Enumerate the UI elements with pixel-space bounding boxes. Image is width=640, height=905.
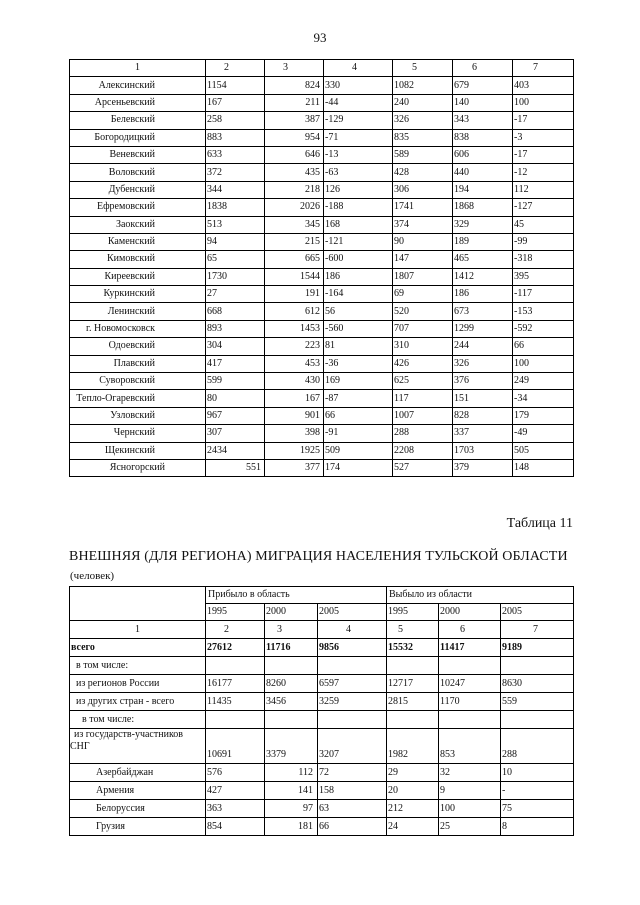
cell: 11417	[439, 639, 501, 657]
header-arrived: Прибыло в область	[206, 587, 387, 604]
cell	[387, 657, 439, 675]
cell: 330	[324, 77, 393, 94]
cell: 363	[206, 800, 265, 818]
cell: -318	[513, 251, 574, 268]
cell: 377	[265, 459, 324, 476]
cell: 426	[393, 355, 453, 372]
row-label: Азербайджан	[70, 764, 206, 782]
table-row	[70, 129, 574, 146]
cell: 1412	[453, 268, 513, 285]
cell: 403	[513, 77, 574, 94]
district-name: Щекинский	[70, 442, 206, 459]
cell: -117	[513, 286, 574, 303]
cell: 893	[206, 320, 265, 337]
cell: -13	[324, 146, 393, 163]
row-label	[70, 729, 206, 764]
cell: 824	[265, 77, 324, 94]
district-name: Киреевский	[70, 268, 206, 285]
cell: 218	[265, 181, 324, 198]
cell: 1299	[453, 320, 513, 337]
cell: 69	[393, 286, 453, 303]
cell: 1703	[453, 442, 513, 459]
cell: 112	[513, 181, 574, 198]
row-including-2	[70, 711, 574, 729]
cell: 505	[513, 442, 574, 459]
cell	[439, 657, 501, 675]
column-number: 1	[70, 60, 206, 77]
cell: 8	[501, 818, 574, 836]
cell: 1838	[206, 199, 265, 216]
column-number: 2	[206, 60, 265, 77]
cell: 1007	[393, 407, 453, 424]
cell: 9	[439, 782, 501, 800]
cell: 395	[513, 268, 574, 285]
column-number-row	[70, 621, 574, 639]
cell: 606	[453, 146, 513, 163]
cell	[318, 711, 387, 729]
cell: 589	[393, 146, 453, 163]
cell	[206, 711, 265, 729]
cell: 9189	[501, 639, 574, 657]
table-row	[70, 181, 574, 198]
cell: 126	[324, 181, 393, 198]
cell: 665	[265, 251, 324, 268]
cell: 169	[324, 373, 393, 390]
cell: 387	[265, 112, 324, 129]
table-row	[70, 355, 574, 372]
cell: 90	[393, 233, 453, 250]
district-name: Ефремовский	[70, 199, 206, 216]
cell: 72	[318, 764, 387, 782]
district-name: Чернский	[70, 425, 206, 442]
table-row	[70, 164, 574, 181]
row-label: Белоруссия	[70, 800, 206, 818]
cell: 513	[206, 216, 265, 233]
cell: 520	[393, 303, 453, 320]
cell: 310	[393, 338, 453, 355]
page-number: 93	[313, 30, 327, 45]
district-name: Кимовский	[70, 251, 206, 268]
table-row	[70, 442, 574, 459]
cell: -71	[324, 129, 393, 146]
cell: 179	[513, 407, 574, 424]
cell: -560	[324, 320, 393, 337]
column-number: 7	[501, 621, 574, 639]
cell: 24	[387, 818, 439, 836]
cell: 2815	[387, 693, 439, 711]
column-number: 2	[206, 621, 265, 639]
cell: 147	[393, 251, 453, 268]
cell: 883	[206, 129, 265, 146]
cell: 427	[206, 782, 265, 800]
cell: -127	[513, 199, 574, 216]
row-total	[70, 639, 574, 657]
table-row	[70, 425, 574, 442]
cell: 376	[453, 373, 513, 390]
cell: 430	[265, 373, 324, 390]
cell: 440	[453, 164, 513, 181]
district-name: Алексинский	[70, 77, 206, 94]
cell: 509	[324, 442, 393, 459]
year-cell: 1995	[206, 604, 265, 621]
cell: 1154	[206, 77, 265, 94]
table-row	[70, 286, 574, 303]
district-name: Белевский	[70, 112, 206, 129]
row-label-line: из государств-участников	[74, 729, 184, 740]
cell: 167	[265, 390, 324, 407]
cell: 80	[206, 390, 265, 407]
cell: 223	[265, 338, 324, 355]
cell: 372	[206, 164, 265, 181]
cell: -34	[513, 390, 574, 407]
year-cell: 1995	[387, 604, 439, 621]
cell: 181	[265, 818, 318, 836]
row-russia	[70, 675, 574, 693]
cell: 428	[393, 164, 453, 181]
cell: 117	[393, 390, 453, 407]
row-foreign	[70, 693, 574, 711]
district-migration-table	[69, 59, 574, 477]
cell: 453	[265, 355, 324, 372]
column-number: 4	[318, 621, 387, 639]
cell: 1544	[265, 268, 324, 285]
cell: 2208	[393, 442, 453, 459]
cell: 1925	[265, 442, 324, 459]
cell: 435	[265, 164, 324, 181]
table-row	[70, 77, 574, 94]
row-cis	[70, 729, 574, 764]
cell: 27	[206, 286, 265, 303]
column-number: 7	[513, 60, 574, 77]
cell: 345	[265, 216, 324, 233]
cell: 559	[501, 693, 574, 711]
row-georgia	[70, 818, 574, 836]
cell: -17	[513, 146, 574, 163]
cell: -36	[324, 355, 393, 372]
district-name: Богородицкий	[70, 129, 206, 146]
cell: 168	[324, 216, 393, 233]
row-armenia	[70, 782, 574, 800]
cell: -129	[324, 112, 393, 129]
year-cell: 2000	[265, 604, 318, 621]
table-row	[70, 303, 574, 320]
cell: 11716	[265, 639, 318, 657]
cell: 66	[513, 338, 574, 355]
row-label: в том числе:	[70, 711, 206, 729]
cell: 81	[324, 338, 393, 355]
cell: 65	[206, 251, 265, 268]
cell: 148	[513, 459, 574, 476]
cell: 25	[439, 818, 501, 836]
cell: -12	[513, 164, 574, 181]
cell: 551	[206, 459, 265, 476]
cell: 215	[265, 233, 324, 250]
cell: 901	[265, 407, 324, 424]
district-name: Дубенский	[70, 181, 206, 198]
cell: 612	[265, 303, 324, 320]
row-including-1	[70, 657, 574, 675]
cell: 191	[265, 286, 324, 303]
table-row	[70, 94, 574, 111]
column-number: 3	[265, 60, 324, 77]
table-row	[70, 320, 574, 337]
header-empty-cell	[70, 587, 206, 621]
row-label: из регионов России	[70, 675, 206, 693]
district-name: Веневский	[70, 146, 206, 163]
cell: -87	[324, 390, 393, 407]
cell: 344	[206, 181, 265, 198]
row-label: всего	[70, 639, 206, 657]
district-name: Арсеньевский	[70, 94, 206, 111]
cell: 288	[393, 425, 453, 442]
cell: 9856	[318, 639, 387, 657]
cell	[206, 657, 265, 675]
cell: 1453	[265, 320, 324, 337]
cell: 75	[501, 800, 574, 818]
cell: 307	[206, 425, 265, 442]
district-name: Куркинский	[70, 286, 206, 303]
cell: -49	[513, 425, 574, 442]
cell: -592	[513, 320, 574, 337]
table-label: Таблица 11	[506, 516, 573, 531]
cell: 1730	[206, 268, 265, 285]
cell: 100	[513, 355, 574, 372]
cell	[439, 711, 501, 729]
cell: 63	[318, 800, 387, 818]
district-name: Каменский	[70, 233, 206, 250]
cell: 527	[393, 459, 453, 476]
cell: 16177	[206, 675, 265, 693]
cell	[501, 711, 574, 729]
column-number: 6	[439, 621, 501, 639]
cell: 29	[387, 764, 439, 782]
cell: 329	[453, 216, 513, 233]
cell: -44	[324, 94, 393, 111]
cell: 12717	[387, 675, 439, 693]
cell: 167	[206, 94, 265, 111]
cell: -600	[324, 251, 393, 268]
cell: 8260	[265, 675, 318, 693]
cell: 211	[265, 94, 324, 111]
cell: 954	[265, 129, 324, 146]
cell: 465	[453, 251, 513, 268]
table-row	[70, 216, 574, 233]
district-name: Узловский	[70, 407, 206, 424]
row-label: в том числе:	[70, 657, 206, 675]
cell: 10	[501, 764, 574, 782]
cell: 2026	[265, 199, 324, 216]
column-number: 5	[393, 60, 453, 77]
cell: 3207	[318, 729, 387, 764]
cell: 174	[324, 459, 393, 476]
cell: 343	[453, 112, 513, 129]
cell: 853	[439, 729, 501, 764]
cell: 707	[393, 320, 453, 337]
cell: 66	[318, 818, 387, 836]
cell: 379	[453, 459, 513, 476]
year-cell: 2000	[439, 604, 501, 621]
cell: 194	[453, 181, 513, 198]
column-number: 4	[324, 60, 393, 77]
cell: 186	[453, 286, 513, 303]
cell: -99	[513, 233, 574, 250]
district-name: Ленинский	[70, 303, 206, 320]
district-name: Одоевский	[70, 338, 206, 355]
cell: 679	[453, 77, 513, 94]
cell: 151	[453, 390, 513, 407]
header-group-row	[70, 587, 574, 604]
cell: 3379	[265, 729, 318, 764]
cell: 8630	[501, 675, 574, 693]
cell	[265, 657, 318, 675]
cell: 967	[206, 407, 265, 424]
district-name: Плавский	[70, 355, 206, 372]
cell	[501, 657, 574, 675]
district-name: Ясногорский	[70, 459, 206, 476]
cell: 326	[453, 355, 513, 372]
cell: 646	[265, 146, 324, 163]
cell: 1982	[387, 729, 439, 764]
cell: 417	[206, 355, 265, 372]
cell: 212	[387, 800, 439, 818]
cell: 1741	[393, 199, 453, 216]
cell: 633	[206, 146, 265, 163]
cell: 2434	[206, 442, 265, 459]
cell	[387, 711, 439, 729]
cell: 140	[453, 94, 513, 111]
table-title: ВНЕШНЯЯ (ДЛЯ РЕГИОНА) МИГРАЦИЯ НАСЕЛЕНИЯ ТУЛЬСКОЙ ОБЛАСТИ	[69, 549, 568, 564]
cell: 668	[206, 303, 265, 320]
year-cell: 2005	[501, 604, 574, 621]
cell: 15532	[387, 639, 439, 657]
cell: 10247	[439, 675, 501, 693]
column-number: 5	[387, 621, 439, 639]
column-number-row	[70, 60, 574, 77]
cell: 828	[453, 407, 513, 424]
cell: 27612	[206, 639, 265, 657]
cell	[318, 657, 387, 675]
row-label: Грузия	[70, 818, 206, 836]
cell: 66	[324, 407, 393, 424]
cell: -91	[324, 425, 393, 442]
cell: 625	[393, 373, 453, 390]
table-row	[70, 251, 574, 268]
cell: 1868	[453, 199, 513, 216]
table-units: (человек)	[70, 570, 115, 582]
district-name: Тепло-Огаревский	[70, 390, 206, 407]
table-row	[70, 268, 574, 285]
row-label-line: СНГ	[70, 741, 90, 752]
cell: 258	[206, 112, 265, 129]
cell: 326	[393, 112, 453, 129]
cell: 6597	[318, 675, 387, 693]
table-row	[70, 233, 574, 250]
cell: -3	[513, 129, 574, 146]
cell	[265, 711, 318, 729]
cell: 673	[453, 303, 513, 320]
table-row	[70, 338, 574, 355]
column-number: 6	[453, 60, 513, 77]
cell: -121	[324, 233, 393, 250]
cell: 599	[206, 373, 265, 390]
table-row	[70, 373, 574, 390]
cell: 20	[387, 782, 439, 800]
column-number: 3	[265, 621, 318, 639]
cell: 1170	[439, 693, 501, 711]
cell: -153	[513, 303, 574, 320]
row-label: Армения	[70, 782, 206, 800]
cell: -	[501, 782, 574, 800]
cell: 304	[206, 338, 265, 355]
cell: 240	[393, 94, 453, 111]
table-row	[70, 146, 574, 163]
cell: 97	[265, 800, 318, 818]
cell: 32	[439, 764, 501, 782]
cell: 835	[393, 129, 453, 146]
cell: 1082	[393, 77, 453, 94]
cell: 306	[393, 181, 453, 198]
cell: 100	[439, 800, 501, 818]
district-name: г. Новомосковск	[70, 320, 206, 337]
header-departed: Выбыло из области	[387, 587, 574, 604]
district-name: Воловский	[70, 164, 206, 181]
cell: -17	[513, 112, 574, 129]
external-migration-table	[69, 586, 574, 836]
cell: 141	[265, 782, 318, 800]
year-cell: 2005	[318, 604, 387, 621]
cell: 398	[265, 425, 324, 442]
table-row	[70, 407, 574, 424]
cell: 189	[453, 233, 513, 250]
district-name: Заокский	[70, 216, 206, 233]
cell: 94	[206, 233, 265, 250]
table-row	[70, 112, 574, 129]
cell: 854	[206, 818, 265, 836]
cell: 1807	[393, 268, 453, 285]
cell: -63	[324, 164, 393, 181]
cell: 244	[453, 338, 513, 355]
cell: 11435	[206, 693, 265, 711]
cell: -188	[324, 199, 393, 216]
cell: 374	[393, 216, 453, 233]
row-belarus	[70, 800, 574, 818]
column-number: 1	[70, 621, 206, 639]
cell: 100	[513, 94, 574, 111]
cell: 3259	[318, 693, 387, 711]
cell: 288	[501, 729, 574, 764]
row-label: из других стран - всего	[70, 693, 206, 711]
cell: 186	[324, 268, 393, 285]
cell: 45	[513, 216, 574, 233]
table-row	[70, 459, 574, 476]
cell: 337	[453, 425, 513, 442]
cell: 3456	[265, 693, 318, 711]
cell: -164	[324, 286, 393, 303]
cell: 158	[318, 782, 387, 800]
table-row	[70, 390, 574, 407]
table-row	[70, 199, 574, 216]
district-name: Суворовский	[70, 373, 206, 390]
cell: 10691	[206, 729, 265, 764]
cell: 56	[324, 303, 393, 320]
cell: 249	[513, 373, 574, 390]
cell: 112	[265, 764, 318, 782]
cell: 838	[453, 129, 513, 146]
cell: 576	[206, 764, 265, 782]
row-azerbaijan	[70, 764, 574, 782]
